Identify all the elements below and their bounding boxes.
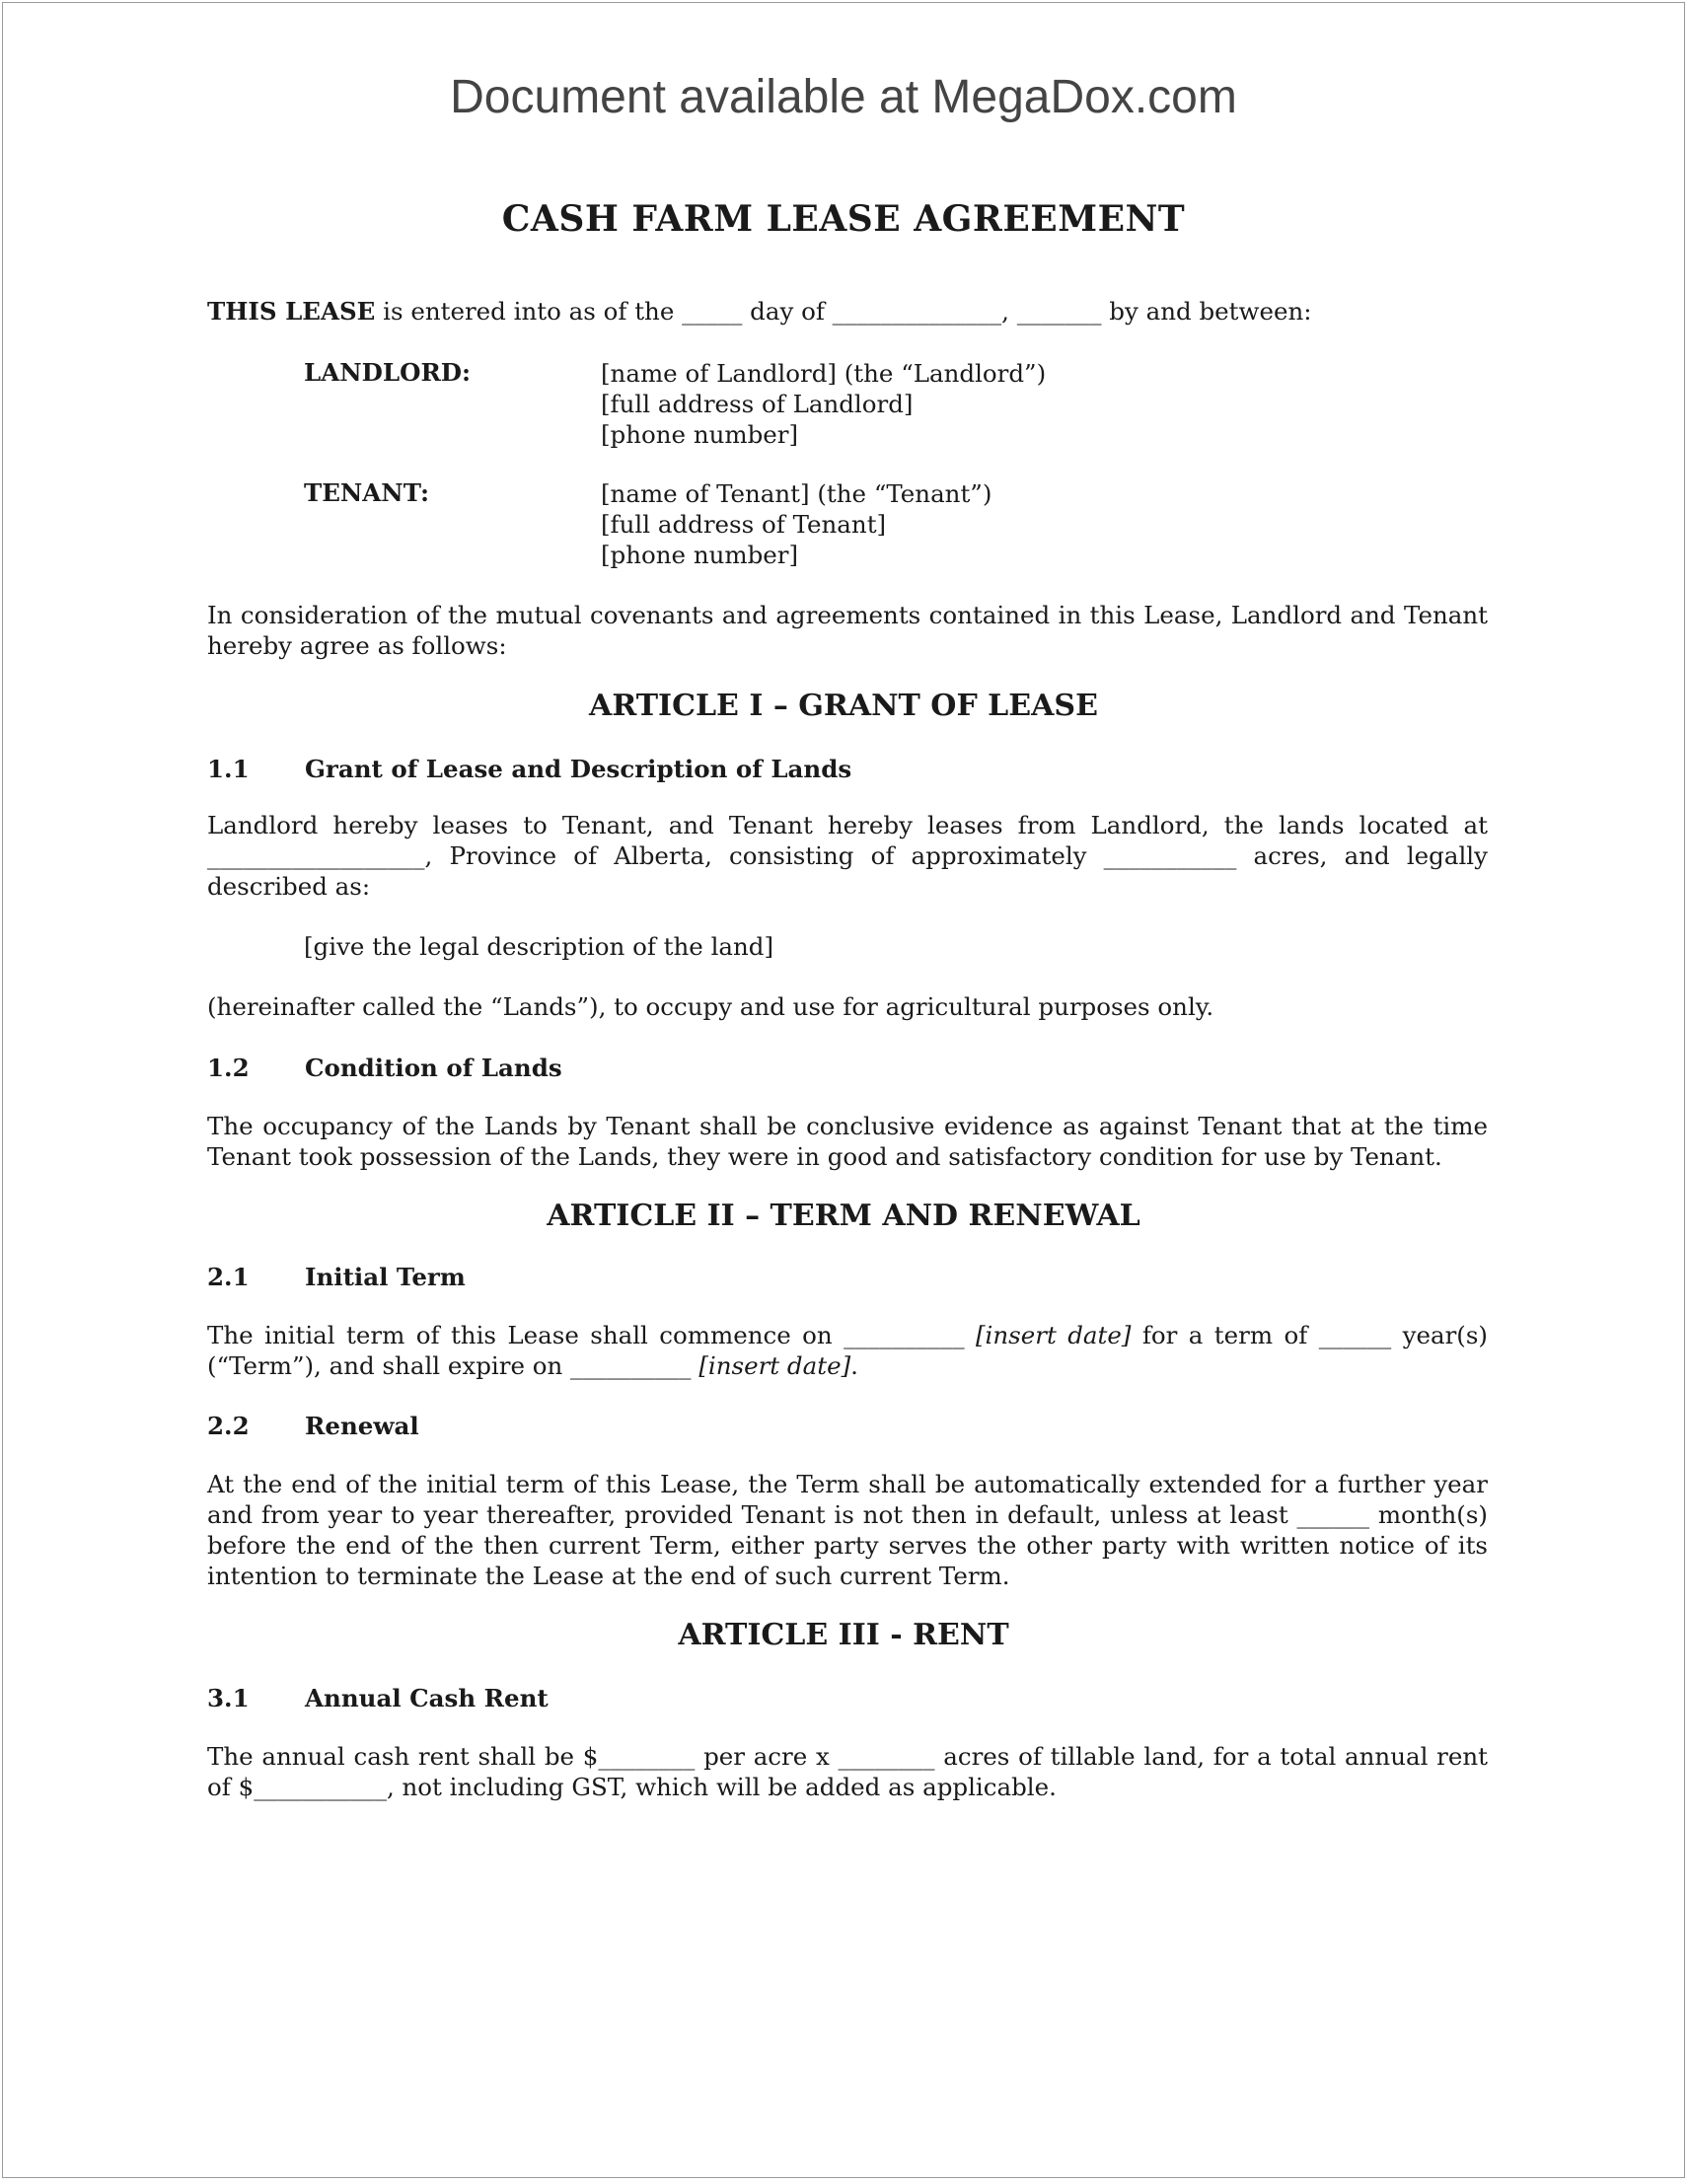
section-2-1-title: Initial Term [305, 1263, 466, 1291]
section-3-1-number: 3.1 [207, 1684, 250, 1712]
section-2-2-paragraph: At the end of the initial term of this Lease, the Term shall be automatically extended for a further year and from year to year thereafter, provided Tenant is not then in default, unless at least ______ month(s) before the end of the then current Term, either party serves the other party with written notice of its intention to terminate the Lease at the end of such current Term. [207, 1470, 1488, 1590]
document-page [2, 2, 1685, 2178]
section-3-1-paragraph: The annual cash rent shall be $________ per acre x ________ acres of tillable land, for a total annual rent of $___________, not including GST, which will be added as applicable. [207, 1742, 1488, 1801]
tenant-label: TENANT: [304, 478, 430, 507]
insert-date-2: [insert date] [698, 1351, 851, 1380]
section-2-1-part-2: for a term of ______ year(s) (“Term”), and shall expire on __________ [207, 1321, 1488, 1380]
intro-rest: is entered into as of the _____ day of ______________, _______ by and between: [375, 297, 1312, 326]
landlord-name: [name of Landlord] (the “Landlord”) [601, 359, 1047, 388]
section-2-1-part-1: The initial term of this Lease shall commence on __________ [207, 1321, 976, 1349]
section-2-1-paragraph [207, 1320, 1488, 1381]
tenant-address: [full address of Tenant] [601, 510, 887, 539]
insert-date-1: [insert date] [976, 1321, 1132, 1349]
article-1-heading: ARTICLE I – GRANT OF LEASE [589, 689, 1098, 723]
landlord-address: [full address of Landlord] [601, 390, 914, 418]
section-3-1-title: Annual Cash Rent [305, 1684, 549, 1712]
article-2-heading: ARTICLE II – TERM AND RENEWAL [547, 1199, 1140, 1233]
legal-description-placeholder: [give the legal description of the land] [304, 932, 774, 961]
section-1-1-paragraph: Landlord hereby leases to Tenant, and Tenant hereby leases from Landlord, the lands located at __________________, Province of Alberta, consisting of approximately ___________ acres, and legally described as: [207, 811, 1488, 901]
section-2-1-part-3: . [850, 1351, 858, 1380]
intro-lead: THIS LEASE [207, 297, 376, 326]
landlord-phone: [phone number] [601, 420, 799, 449]
section-2-1-number: 2.1 [207, 1263, 250, 1291]
section-1-1-title: Grant of Lease and Description of Lands [305, 755, 852, 783]
landlord-label: LANDLORD: [304, 358, 472, 387]
section-1-2-paragraph: The occupancy of the Lands by Tenant shall be conclusive evidence as against Tenant that at the time Tenant took possession of the Lands, they were in good and satisfactory condition for use by Tenant. [207, 1112, 1488, 1171]
section-1-1-after: (hereinafter called the “Lands”), to occupy and use for agricultural purposes only. [207, 992, 1214, 1021]
tenant-phone: [phone number] [601, 541, 799, 569]
section-2-2-number: 2.2 [207, 1412, 250, 1440]
document-title: CASH FARM LEASE AGREEMENT [501, 198, 1186, 240]
consideration-paragraph: In consideration of the mutual covenants and agreements contained in this Lease, Landlord and Tenant hereby agree as follows: [207, 601, 1488, 660]
landlord-details [601, 358, 1046, 450]
section-1-2-title: Condition of Lands [305, 1054, 562, 1082]
intro-line [207, 297, 1312, 326]
section-2-2-title: Renewal [305, 1412, 419, 1440]
watermark: Document available at MegaDox.com [450, 71, 1237, 123]
tenant-details [601, 478, 991, 570]
section-1-2-number: 1.2 [207, 1054, 250, 1082]
article-3-heading: ARTICLE III - RENT [678, 1618, 1009, 1652]
tenant-name: [name of Tenant] (the “Tenant”) [601, 479, 992, 508]
section-1-1-number: 1.1 [207, 755, 250, 783]
